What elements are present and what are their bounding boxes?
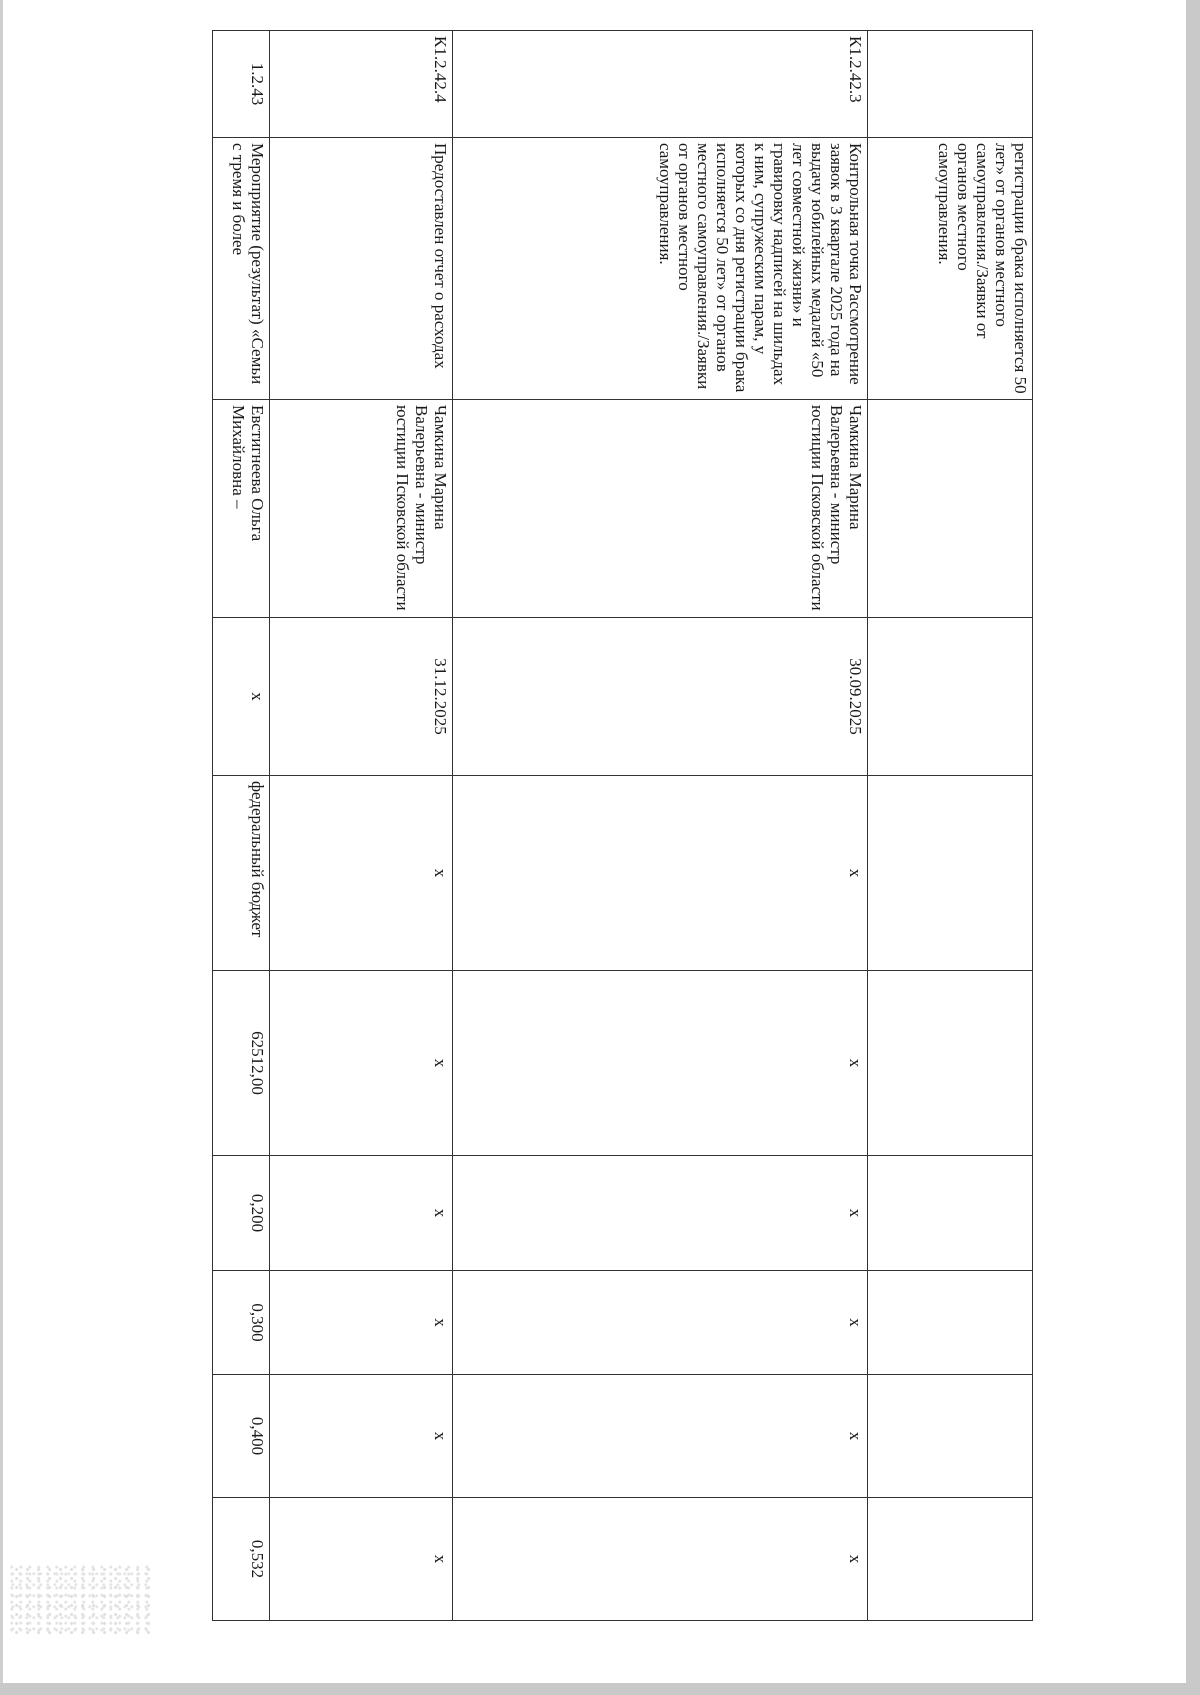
table-row xyxy=(213,31,270,1621)
cell-source: x xyxy=(453,776,868,971)
cell-code: 1.2.43 xyxy=(213,31,270,138)
cell-amount: x xyxy=(270,971,453,1156)
plan-table xyxy=(212,30,1033,1621)
rotated-page xyxy=(213,30,1033,1620)
cell-source xyxy=(868,776,1033,971)
cell-value-3 xyxy=(868,1375,1033,1498)
cell-date xyxy=(868,618,1033,776)
cell-amount: 62512,00 xyxy=(213,971,270,1156)
cell-amount xyxy=(868,971,1033,1156)
cell-responsible: Чамкина Марина Валерьевна - министр юстиции Псковской области xyxy=(270,400,453,618)
table-row xyxy=(868,31,1033,1621)
table-row xyxy=(270,31,453,1621)
cell-responsible xyxy=(868,400,1033,618)
cell-source: x xyxy=(270,776,453,971)
cell-value-3: x xyxy=(453,1375,868,1498)
cell-value-4: 0,532 xyxy=(213,1498,270,1621)
cell-date: 31.12.2025 xyxy=(270,618,453,776)
scan-edge-bottom xyxy=(0,1683,1200,1695)
cell-value-2: x xyxy=(270,1271,453,1375)
cell-responsible: Чамкина Марина Валерьевна - министр юстиции Псковской области xyxy=(453,400,868,618)
cell-name: Предоставлен отчет о расходах xyxy=(270,138,453,400)
cell-value-3: 0,400 xyxy=(213,1375,270,1498)
cell-amount: x xyxy=(453,971,868,1156)
cell-date: 30.09.2025 xyxy=(453,618,868,776)
cell-value-2: 0,300 xyxy=(213,1271,270,1375)
scan-edge-right xyxy=(1186,0,1200,1695)
cell-code: К1.2.42.3 xyxy=(453,31,868,138)
cell-code xyxy=(868,31,1033,138)
scan-edge-left xyxy=(0,0,3,1695)
cell-value-2 xyxy=(868,1271,1033,1375)
cell-name: Мероприятие (результат) «Семьи с тремя и более xyxy=(213,138,270,400)
table-row xyxy=(453,31,868,1621)
cell-value-1: x xyxy=(453,1156,868,1271)
cell-value-1: 0,200 xyxy=(213,1156,270,1271)
cell-responsible: Евстигнеева Ольга Михайловна – xyxy=(213,400,270,618)
cell-value-4 xyxy=(868,1498,1033,1621)
cell-value-4: x xyxy=(453,1498,868,1621)
cell-source: федеральный бюджет xyxy=(213,776,270,971)
cell-name: регистрации брака исполняется 50 лет» от органов местного самоуправления./Заявки от органов местного самоуправления. xyxy=(868,138,1033,400)
cell-value-1 xyxy=(868,1156,1033,1271)
cell-value-3: x xyxy=(270,1375,453,1498)
cell-value-2: x xyxy=(453,1271,868,1375)
cell-value-1: x xyxy=(270,1156,453,1271)
cell-value-4: x xyxy=(270,1498,453,1621)
cell-name: Контрольная точка Рассмотрение заявок в 3 квартале 2025 года на выдачу юбилейных медалей «50 лет совместной жизни» и гравировку надписей на шильдах к ним, супружеским парам, у которых со дня регистрации брака исполняется 50 лет» от органов местного самоуправления./Заявки от органов местного самоуправления. xyxy=(453,138,868,400)
scan-noise xyxy=(10,1565,150,1635)
cell-code: К1.2.42.4 xyxy=(270,31,453,138)
cell-date: x xyxy=(213,618,270,776)
